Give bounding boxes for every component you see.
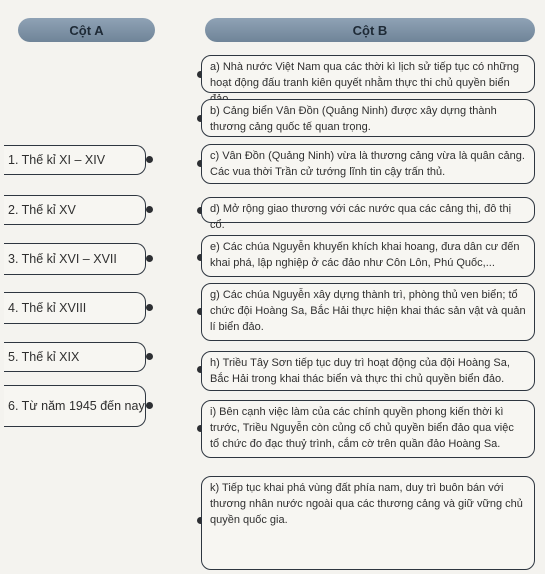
col-a-item-6[interactable]: 6. Từ năm 1945 đến nay bbox=[4, 385, 146, 427]
col-a-item-3[interactable]: 3. Thế kỉ XVI – XVII bbox=[4, 243, 146, 275]
col-b-item-c[interactable]: c) Vân Đồn (Quảng Ninh) vừa là thương cảng vừa là quân cảng. Các vua thời Trần cử tướng lĩnh tin cậy trấn thủ. bbox=[201, 144, 535, 184]
connector-dot-a4[interactable] bbox=[146, 304, 153, 311]
col-b-item-d[interactable]: d) Mở rộng giao thương với các nước qua các cảng thị, đô thị cổ. bbox=[201, 197, 535, 223]
col-a-item-1[interactable]: 1. Thế kỉ XI – XIV bbox=[4, 145, 146, 175]
col-b-item-a[interactable]: a) Nhà nước Việt Nam qua các thời kì lịch sử tiếp tục có những hoạt động đấu tranh kiên quyết nhằm thực thi chủ quyền biển bbox=[201, 55, 535, 93]
connector-dot-a6[interactable] bbox=[146, 402, 153, 409]
connector-dot-a5[interactable] bbox=[146, 353, 153, 360]
col-b-item-k[interactable]: k) Tiếp tục khai phá vùng đất phía nam, duy trì buôn bán với thương nhân nước ngoài qua các thương cảng và giữ vững chủ quyền quốc gia. bbox=[201, 476, 535, 570]
col-b-item-g[interactable]: g) Các chúa Nguyễn xây dựng thành trì, phòng thủ ven biển; tổ chức đội Hoàng Sa, Bắc Hải thực hiện khai thác sản vật và quản lí biển đảo. bbox=[201, 283, 535, 341]
col-b-item-e[interactable]: e) Các chúa Nguyễn khuyến khích khai hoang, đưa dân cư đến khai phá, lập nghiệp ở các đảo như Côn Lôn, Phú Quốc,... bbox=[201, 235, 535, 277]
connector-dot-a1[interactable] bbox=[146, 156, 153, 163]
col-b-item-i[interactable]: i) Bên cạnh việc làm của các chính quyền phong kiến thời kì trước, Triều Nguyễn còn củng cố chủ quyền biển đảo qua việc tổ chức đo đạc thuỷ trình, cắm cờ trên quần đảo Hoàng Sa. bbox=[201, 400, 535, 458]
column-a-header: Cột A bbox=[18, 18, 155, 42]
col-a-item-2[interactable]: 2. Thế kỉ XV bbox=[4, 195, 146, 225]
connector-dot-a2[interactable] bbox=[146, 206, 153, 213]
column-b-header: Cột B bbox=[205, 18, 535, 42]
col-a-item-4[interactable]: 4. Thế kỉ XVIII bbox=[4, 292, 146, 324]
col-a-item-5[interactable]: 5. Thế kỉ XIX bbox=[4, 342, 146, 372]
col-b-item-b[interactable]: b) Cảng biển Vân Đồn (Quảng Ninh) được xây dựng thành thương cảng quốc tế quan trọng. bbox=[201, 99, 535, 137]
col-b-item-h[interactable]: h) Triều Tây Sơn tiếp tục duy trì hoạt động của đội Hoàng Sa, Bắc Hải trong khai thác biển và thực thi chủ quyền biển đảo. bbox=[201, 351, 535, 391]
connector-dot-a3[interactable] bbox=[146, 255, 153, 262]
